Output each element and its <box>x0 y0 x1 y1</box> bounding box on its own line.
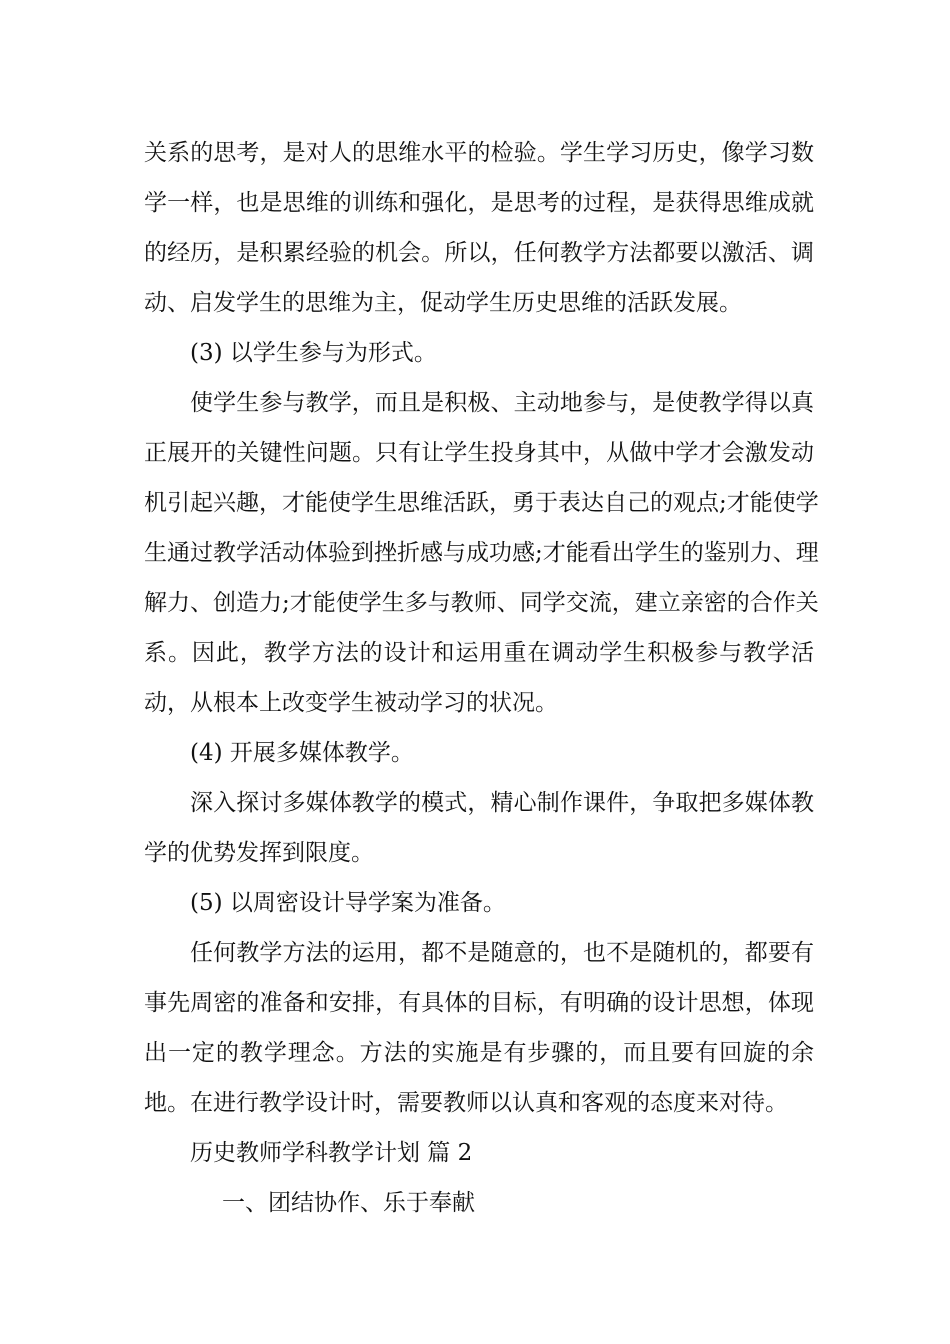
paragraph-line: 深入探讨多媒体教学的模式，精心制作课件，争取把多媒体教 <box>190 790 814 816</box>
paragraph-line: 关系的思考，是对人的思维水平的检验。学生学习历史，像学习数 <box>144 140 814 166</box>
paragraph-line: 生通过教学活动体验到挫折感与成功感;才能看出学生的鉴别力、理 <box>144 540 819 566</box>
section-heading: (5) 以周密设计导学案为准备。 <box>190 890 506 916</box>
subsection-heading: 一、团结协作、乐于奉献 <box>222 1190 475 1216</box>
paragraph-line: 正展开的关键性问题。只有让学生投身其中，从做中学才会激发动 <box>144 440 814 466</box>
paragraph-line: 地。在进行教学设计时，需要教师以认真和客观的态度来对待。 <box>144 1090 788 1116</box>
article-heading: 历史教师学科教学计划 篇 2 <box>190 1140 473 1166</box>
paragraph-line: 机引起兴趣，才能使学生思维活跃，勇于表达自己的观点;才能使学 <box>144 490 819 516</box>
paragraph-line: 出一定的教学理念。方法的实施是有步骤的，而且要有回旋的余 <box>144 1040 814 1066</box>
paragraph-line: 动、启发学生的思维为主，促动学生历史思维的活跃发展。 <box>144 290 742 316</box>
section-heading: (4) 开展多媒体教学。 <box>190 740 414 766</box>
paragraph-line: 系。因此，教学方法的设计和运用重在调动学生积极参与教学活 <box>144 640 814 666</box>
paragraph-line: 事先周密的准备和安排，有具体的目标，有明确的设计思想，体现 <box>144 990 814 1016</box>
paragraph-line: 解力、创造力;才能使学生多与教师、同学交流，建立亲密的合作关 <box>144 590 819 616</box>
section-heading: (3) 以学生参与为形式。 <box>190 340 437 366</box>
paragraph-line: 使学生参与教学，而且是积极、主动地参与，是使教学得以真 <box>190 390 814 416</box>
paragraph-line: 学的优势发挥到限度。 <box>144 840 374 866</box>
paragraph-line: 学一样，也是思维的训练和强化，是思考的过程，是获得思维成就 <box>144 190 814 216</box>
paragraph-line: 的经历，是积累经验的机会。所以，任何教学方法都要以激活、调 <box>144 240 814 266</box>
paragraph-line: 任何教学方法的运用，都不是随意的，也不是随机的，都要有 <box>190 940 814 966</box>
paragraph-line: 动，从根本上改变学生被动学习的状况。 <box>144 690 558 716</box>
